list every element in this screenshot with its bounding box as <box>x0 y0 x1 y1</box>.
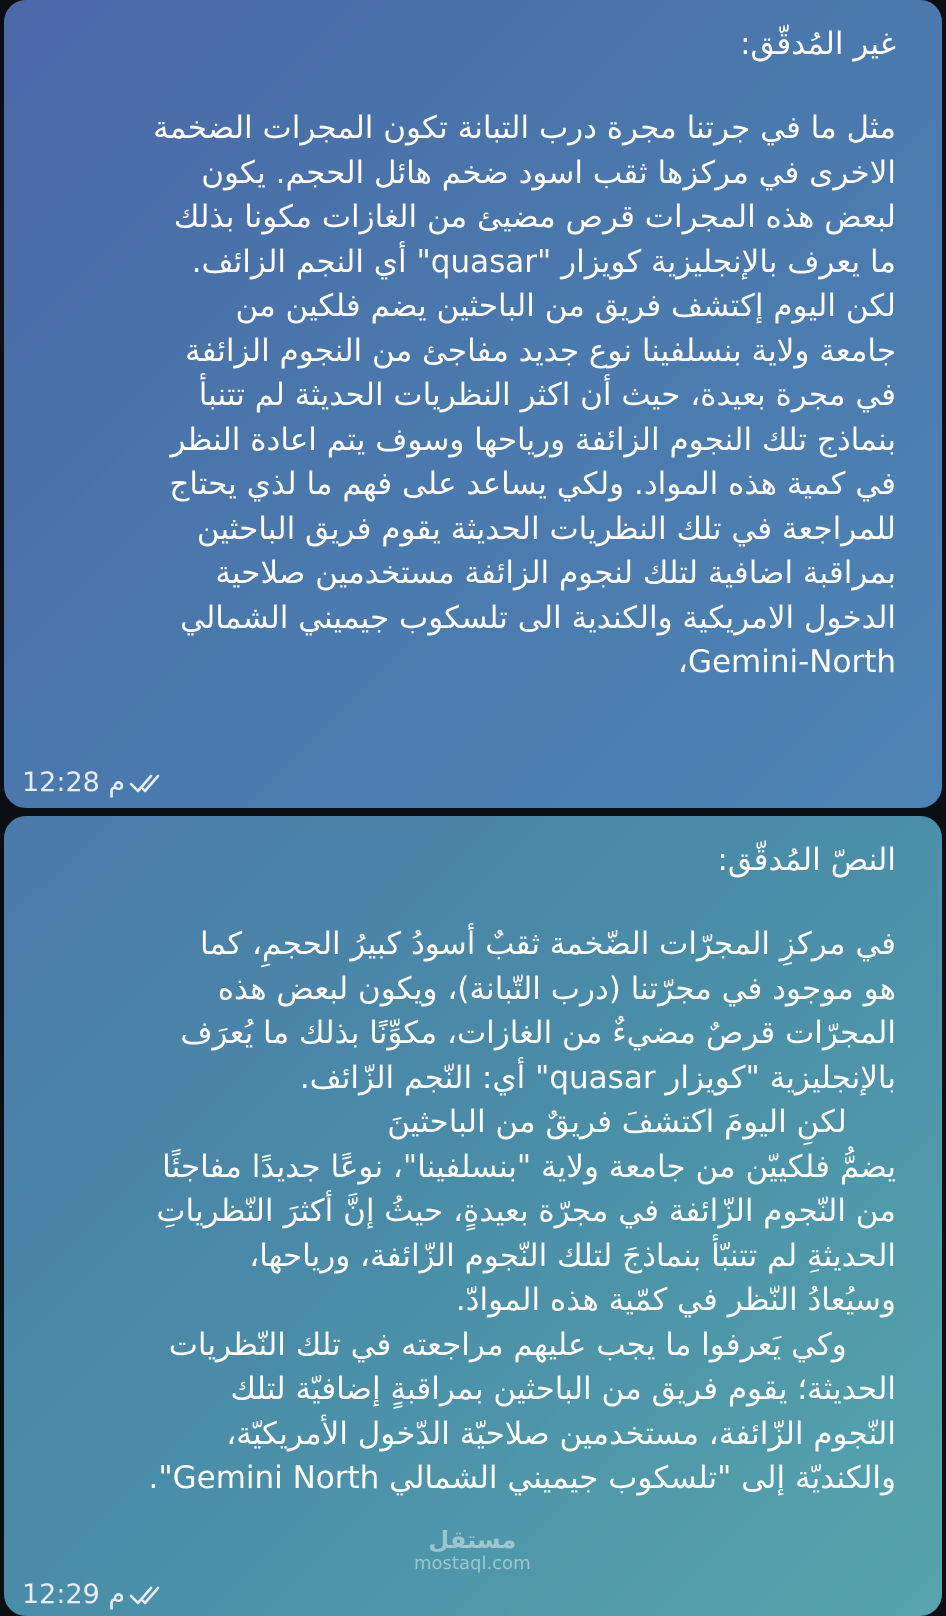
message-time: 12:28 م <box>22 767 126 798</box>
mostaql-watermark <box>414 1528 531 1576</box>
watermark-latin: mostaql.com <box>414 1553 531 1574</box>
message-meta <box>22 767 169 798</box>
message-time: 12:29 م <box>22 1579 126 1610</box>
message-bubble-unverified[interactable] <box>4 0 942 808</box>
message-meta <box>22 1579 169 1610</box>
message-title: النصّ المُدقّق: <box>717 842 896 878</box>
double-check-icon <box>129 1583 169 1607</box>
message-text: في مركزِ المجرّات الضّخمة ثقبٌ أسودُ كبيرُ الحجمِ، كما هو موجود في مجرّتنا (درب التّبانة)، ويكون لبعض هذه المجرّات قرصٌ مضيءٌ من الغازات، مكوِّنًا بذلك ما يُعرَف بالإنجليزية "كويزار quasar" أي: النّجم الزّائف. لكنِ اليومَ اكتشفَ فريقٌ من الباحثينَ يضمُّ فلكييّن من جامعة ولاية "بنسلفينا"، نوعًا جديدًا مفاجئًا من النّجوم الزّائفة في مجرّة بعيدةٍ، حيثُ إنَّ أكثرَ النّظرياتِ الحديثةِ لم تتنبّأ بنماذجَ لتلك النّجوم الزّائفة، ورياحها، وسيُعادُ النّظر في كمّية هذه الموادّ. وكي يَعرفوا ما يجب عليهم مراجعته في تلك النّظريات الحديثة؛ يقوم فريق من الباحثين بمراقبةٍ إضافيّة لتلك النّجوم الزّائفة، مستخدمين صلاحيّة الدّخول الأمريكيّة، والكنديّة إلى "تلسكوب جيميني الشمالي Gemini North". <box>148 926 896 1496</box>
message-text: مثل ما في جرتنا مجرة درب التبانة تكون المجرات الضخمة الاخرى في مركزها ثقب اسود ضخم هائل الحجم. يكون لبعض هذه المجرات قرص مضيئ من الغازات مكونا بذلك ما يعرف بالإنجليزية كويزار "quasar" أي النجم الزائف. لكن اليوم إكتشف فريق من الباحثين يضم فلكين من جامعة ولاية بنسلفينا نوع جديد مفاجئ من النجوم الزائفة في مجرة بعيدة، حيث أن اكثر النظريات الحديثة لم تتنبأ بنماذج تلك النجوم الزائفة ورياحها وسوف يتم اعادة النظر في كمية هذه المواد. ولكي يساعد على فهم ما لذي يحتاج للمراجعة في تلك النظريات الحديثة يقوم فريق الباحثين بمراقبة اضافية لتلك لنجوم الزائفة مستخدمين صلاحية الدخول الامريكية والكندية الى تلسكوب جيميني الشمالي Gemini-North، <box>153 110 896 680</box>
message-bubble-verified[interactable] <box>4 816 942 1616</box>
watermark-arabic: مستقل <box>428 1526 517 1554</box>
double-check-icon <box>129 771 169 795</box>
message-title: غير المُدقّق: <box>740 26 896 62</box>
